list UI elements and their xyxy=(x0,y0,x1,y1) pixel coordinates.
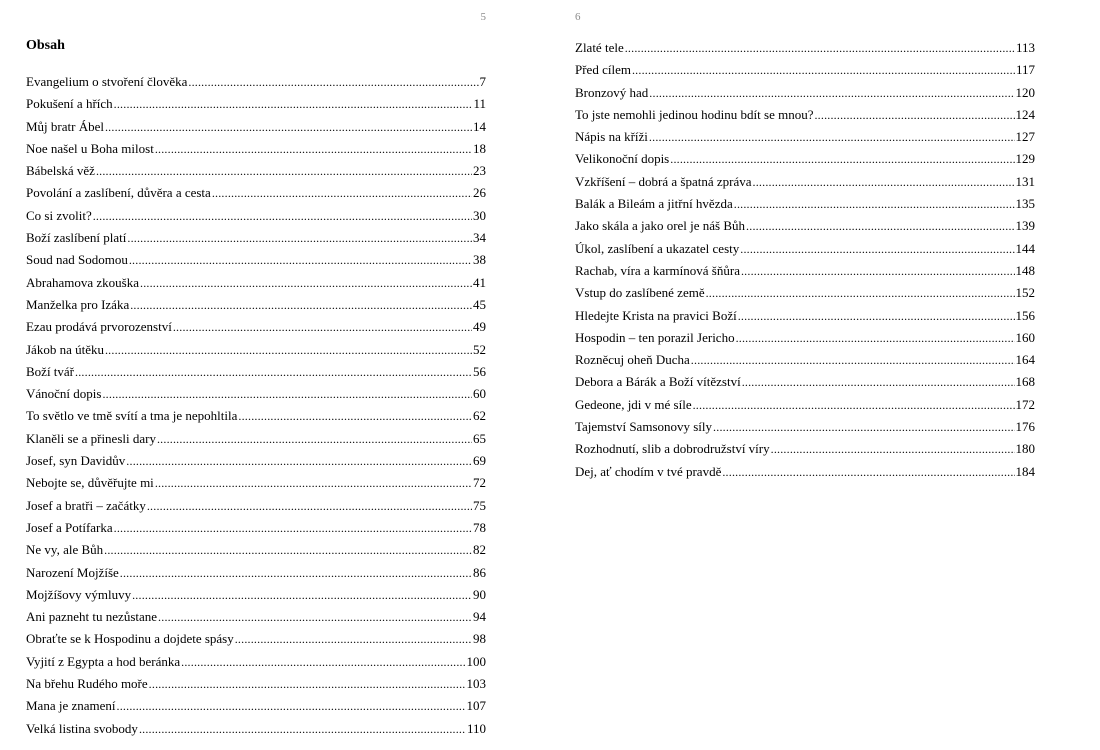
toc-entry xyxy=(575,260,1035,282)
toc-entry xyxy=(26,272,486,294)
dot-leader xyxy=(235,628,472,650)
toc-entry-title: Hospodin – ten porazil Jericho xyxy=(575,329,735,345)
dot-leader xyxy=(771,438,1015,460)
toc-entry-page: 78 xyxy=(473,519,486,535)
toc-entry-title: Jákob na útěku xyxy=(26,341,104,357)
toc-entry-page: 152 xyxy=(1015,285,1035,301)
toc-entry xyxy=(26,428,486,450)
dot-leader xyxy=(670,148,1014,170)
dot-leader xyxy=(132,584,472,606)
dot-leader xyxy=(738,305,1015,327)
toc-entry-title: Před cílem xyxy=(575,62,631,78)
toc-entry-page: 117 xyxy=(1015,62,1035,78)
toc-entry-title: Jako skála a jako orel je náš Bůh xyxy=(575,218,746,234)
toc-entry-title: Josef, syn Davidův xyxy=(26,453,126,469)
toc-entry-page: 176 xyxy=(1015,419,1035,435)
toc-entry xyxy=(575,282,1035,304)
toc-entry xyxy=(26,116,486,138)
toc-entry-title: Vstup do zaslíbené země xyxy=(575,285,705,301)
toc-entry-page: 30 xyxy=(473,207,486,223)
toc-entry xyxy=(26,517,486,539)
dot-leader xyxy=(693,394,1015,416)
dot-leader xyxy=(105,116,472,138)
toc-entry xyxy=(26,584,486,606)
toc-entry-title: Mojžíšovy výmluvy xyxy=(26,586,132,602)
toc-entry-title: Na břehu Rudého moře xyxy=(26,676,148,692)
toc-entry xyxy=(26,93,486,115)
toc-entry-title: Josef a bratři – začátky xyxy=(26,497,146,513)
toc-entry-title: Rozněcuj oheň Ducha xyxy=(575,352,690,368)
toc-entry xyxy=(26,651,486,673)
toc-entry-title: Nebojte se, důvěřujte mi xyxy=(26,475,154,491)
dot-leader xyxy=(140,272,472,294)
toc-entry-page: 131 xyxy=(1015,173,1035,189)
toc-entry-page: 120 xyxy=(1015,84,1035,100)
toc-entry-title: Rozhodnutí, slib a dobrodružství víry xyxy=(575,441,770,457)
toc-entry-page: 23 xyxy=(473,163,486,179)
toc-entry-page: 94 xyxy=(473,609,486,625)
dot-leader xyxy=(746,215,1014,237)
toc-entry-title: Manželka pro Izáka xyxy=(26,296,130,312)
toc-entry xyxy=(26,495,486,517)
toc-entry xyxy=(575,82,1035,104)
toc-entry-page: 56 xyxy=(473,363,486,379)
toc-entry-page: 38 xyxy=(473,252,486,268)
toc-entry-title: Boží zaslíbení platí xyxy=(26,230,127,246)
page-number-left: 5 xyxy=(480,11,486,23)
page-number-right: 6 xyxy=(575,11,581,23)
dot-leader xyxy=(649,126,1015,148)
toc-entry xyxy=(575,37,1035,59)
toc-entry-title: Soud nad Sodomou xyxy=(26,252,128,268)
toc-entry-page: 180 xyxy=(1015,441,1035,457)
toc-entry xyxy=(26,718,486,740)
toc-entry-title: Noe našel u Boha milost xyxy=(26,140,154,156)
toc-entry-title: Vzkříšení – dobrá a špatná zpráva xyxy=(575,173,752,189)
toc-entry xyxy=(26,539,486,561)
toc-entry xyxy=(575,438,1035,460)
toc-entry-title: Vyjití z Egypta a hod beránka xyxy=(26,653,181,669)
dot-leader xyxy=(126,450,472,472)
toc-entry-page: 41 xyxy=(473,274,486,290)
toc-entry-title: Josef a Potífarka xyxy=(26,519,113,535)
toc-entry-page: 49 xyxy=(473,319,486,335)
dot-leader xyxy=(117,695,466,717)
toc-entry xyxy=(575,215,1035,237)
toc-list-right xyxy=(575,37,1035,483)
toc-entry-title: Dej, ať chodím v tvé pravdě xyxy=(575,463,722,479)
toc-entry-page: 69 xyxy=(473,453,486,469)
toc-entry xyxy=(26,71,486,93)
dot-leader xyxy=(75,361,472,383)
toc-entry-page: 156 xyxy=(1015,307,1035,323)
dot-leader xyxy=(120,562,472,584)
toc-entry xyxy=(26,160,486,182)
toc-entry xyxy=(575,305,1035,327)
toc-entry xyxy=(26,339,486,361)
toc-entry-page: 184 xyxy=(1015,463,1035,479)
toc-entry-page: 7 xyxy=(479,74,486,89)
toc-entry xyxy=(575,349,1035,371)
toc-entry xyxy=(26,606,486,628)
toc-entry-page: 65 xyxy=(473,430,486,446)
dot-leader xyxy=(130,294,472,316)
toc-entry xyxy=(575,416,1035,438)
toc-entry-page: 100 xyxy=(466,653,486,669)
toc-entry-title: Tajemství Samsonovy síly xyxy=(575,419,713,435)
toc-entry xyxy=(26,138,486,160)
toc-entry xyxy=(26,227,486,249)
toc-entry xyxy=(575,193,1035,215)
toc-entry xyxy=(26,562,486,584)
dot-leader xyxy=(181,651,465,673)
toc-entry-title: Debora a Bárák a Boží vítězství xyxy=(575,374,741,390)
dot-leader xyxy=(173,316,472,338)
toc-entry-title: Povolání a zaslíbení, důvěra a cesta xyxy=(26,185,211,201)
toc-entry-title: Gedeone, jdi v mé síle xyxy=(575,396,692,412)
toc-entry-title: Rachab, víra a karmínová šňůra xyxy=(575,262,740,278)
toc-entry-title: Úkol, zaslíbení a ukazatel cesty xyxy=(575,240,740,256)
toc-entry-page: 168 xyxy=(1015,374,1035,390)
toc-entry-title: Velikonoční dopis xyxy=(575,151,670,167)
dot-leader xyxy=(734,193,1015,215)
dot-leader xyxy=(649,82,1014,104)
toc-entry-title: Zlaté tele xyxy=(575,40,624,55)
toc-entry-title: Hledejte Krista na pravici Boží xyxy=(575,307,737,323)
toc-entry-page: 129 xyxy=(1015,151,1035,167)
toc-entry-page: 90 xyxy=(473,586,486,602)
dot-leader xyxy=(736,327,1015,349)
toc-entry-page: 98 xyxy=(473,631,486,647)
toc-entry-title: Narození Mojžíše xyxy=(26,564,119,580)
toc-entry-title: Obraťte se k Hospodinu a dojdete spásy xyxy=(26,631,234,647)
toc-entry xyxy=(26,205,486,227)
toc-entry-page: 82 xyxy=(473,542,486,558)
dot-leader xyxy=(188,71,478,93)
dot-leader xyxy=(127,227,472,249)
toc-entry xyxy=(575,371,1035,393)
dot-leader xyxy=(706,282,1015,304)
toc-entry-page: 135 xyxy=(1015,196,1035,212)
toc-entry xyxy=(26,249,486,271)
dot-leader xyxy=(105,339,472,361)
toc-title: Obsah xyxy=(26,38,65,53)
toc-entry-page: 107 xyxy=(466,698,486,714)
toc-entry xyxy=(26,628,486,650)
toc-entry-title: Ani pazneht tu nezůstane xyxy=(26,609,158,625)
toc-entry xyxy=(26,450,486,472)
toc-entry-page: 172 xyxy=(1015,396,1035,412)
dot-leader xyxy=(742,371,1015,393)
toc-entry-page: 72 xyxy=(473,475,486,491)
toc-entry-page: 139 xyxy=(1015,218,1035,234)
toc-entry-page: 160 xyxy=(1015,329,1035,345)
toc-entry-title: Co si zvolit? xyxy=(26,207,92,223)
left-page xyxy=(26,0,486,750)
toc-entry xyxy=(26,361,486,383)
dot-leader xyxy=(139,718,466,740)
toc-entry xyxy=(575,327,1035,349)
toc-entry-page: 52 xyxy=(473,341,486,357)
dot-leader xyxy=(625,37,1015,59)
toc-entry-title: Pokušení a hřích xyxy=(26,96,113,112)
toc-entry-page: 62 xyxy=(473,408,486,424)
toc-entry-page: 45 xyxy=(473,296,486,312)
dot-leader xyxy=(691,349,1015,371)
dot-leader xyxy=(104,539,472,561)
toc-entry xyxy=(26,695,486,717)
toc-entry-page: 113 xyxy=(1015,40,1035,55)
dot-leader xyxy=(632,59,1015,81)
toc-entry-page: 11 xyxy=(473,96,486,112)
toc-entry-title: Klaněli se a přinesli dary xyxy=(26,430,156,446)
toc-entry-page: 34 xyxy=(473,230,486,246)
toc-entry-title: Abrahamova zkouška xyxy=(26,274,139,290)
toc-entry xyxy=(26,294,486,316)
dot-leader xyxy=(155,138,472,160)
dot-leader xyxy=(212,182,472,204)
toc-entry xyxy=(26,472,486,494)
dot-leader xyxy=(722,461,1014,483)
toc-entry xyxy=(575,238,1035,260)
dot-leader xyxy=(149,673,466,695)
toc-entry-page: 26 xyxy=(473,185,486,201)
toc-entry-title: Velká listina svobody xyxy=(26,720,138,736)
dot-leader xyxy=(713,416,1014,438)
toc-entry-title: Evangelium o stvoření člověka xyxy=(26,74,188,89)
toc-entry-page: 103 xyxy=(466,676,486,692)
toc-entry xyxy=(575,59,1035,81)
toc-entry-title: Nápis na kříži xyxy=(575,129,648,145)
dot-leader xyxy=(96,160,472,182)
toc-entry-title: Ne vy, ale Bůh xyxy=(26,542,104,558)
dot-leader xyxy=(102,383,472,405)
toc-entry xyxy=(26,405,486,427)
toc-entry xyxy=(26,182,486,204)
toc-entry-title: Bábelská věž xyxy=(26,163,95,179)
toc-entry-title: Můj bratr Ábel xyxy=(26,118,104,134)
toc-entry-title: To světlo ve tmě svítí a tma je nepohltila xyxy=(26,408,238,424)
right-page xyxy=(575,0,1035,750)
toc-entry xyxy=(26,673,486,695)
toc-entry xyxy=(26,383,486,405)
dot-leader xyxy=(814,104,1014,126)
toc-entry-page: 60 xyxy=(473,386,486,402)
toc-entry-title: Balák a Bileám a jitřní hvězda xyxy=(575,196,733,212)
dot-leader xyxy=(157,428,472,450)
toc-entry-title: Mana je znamení xyxy=(26,698,116,714)
dot-leader xyxy=(740,238,1014,260)
dot-leader xyxy=(93,205,472,227)
toc-entry xyxy=(575,171,1035,193)
dot-leader xyxy=(114,93,473,115)
toc-entry-page: 127 xyxy=(1015,129,1035,145)
toc-entry-title: Ezau prodává prvorozenství xyxy=(26,319,172,335)
toc-entry-page: 75 xyxy=(473,497,486,513)
dot-leader xyxy=(155,472,472,494)
toc-entry xyxy=(575,126,1035,148)
toc-entry xyxy=(575,148,1035,170)
dot-leader xyxy=(238,405,472,427)
toc-entry-title: Bronzový had xyxy=(575,84,649,100)
dot-leader xyxy=(129,249,472,271)
dot-leader xyxy=(158,606,472,628)
toc-entry-page: 18 xyxy=(473,140,486,156)
toc-entry-page: 110 xyxy=(466,720,486,736)
toc-entry-page: 14 xyxy=(473,118,486,134)
toc-entry-page: 144 xyxy=(1015,240,1035,256)
toc-entry xyxy=(575,461,1035,483)
toc-entry xyxy=(575,104,1035,126)
toc-entry-title: Vánoční dopis xyxy=(26,386,102,402)
toc-entry-title: To jste nemohli jedinou hodinu bdít se mnou? xyxy=(575,106,814,122)
toc-entry-page: 124 xyxy=(1015,106,1035,122)
toc-entry-page: 86 xyxy=(473,564,486,580)
toc-entry-page: 164 xyxy=(1015,352,1035,368)
dot-leader xyxy=(147,495,472,517)
toc-entry-page: 148 xyxy=(1015,262,1035,278)
dot-leader xyxy=(114,517,472,539)
toc-entry xyxy=(575,394,1035,416)
toc-entry xyxy=(26,316,486,338)
toc-entry-title: Boží tvář xyxy=(26,363,75,379)
dot-leader xyxy=(753,171,1015,193)
toc-list-left xyxy=(26,71,486,740)
dot-leader xyxy=(741,260,1015,282)
